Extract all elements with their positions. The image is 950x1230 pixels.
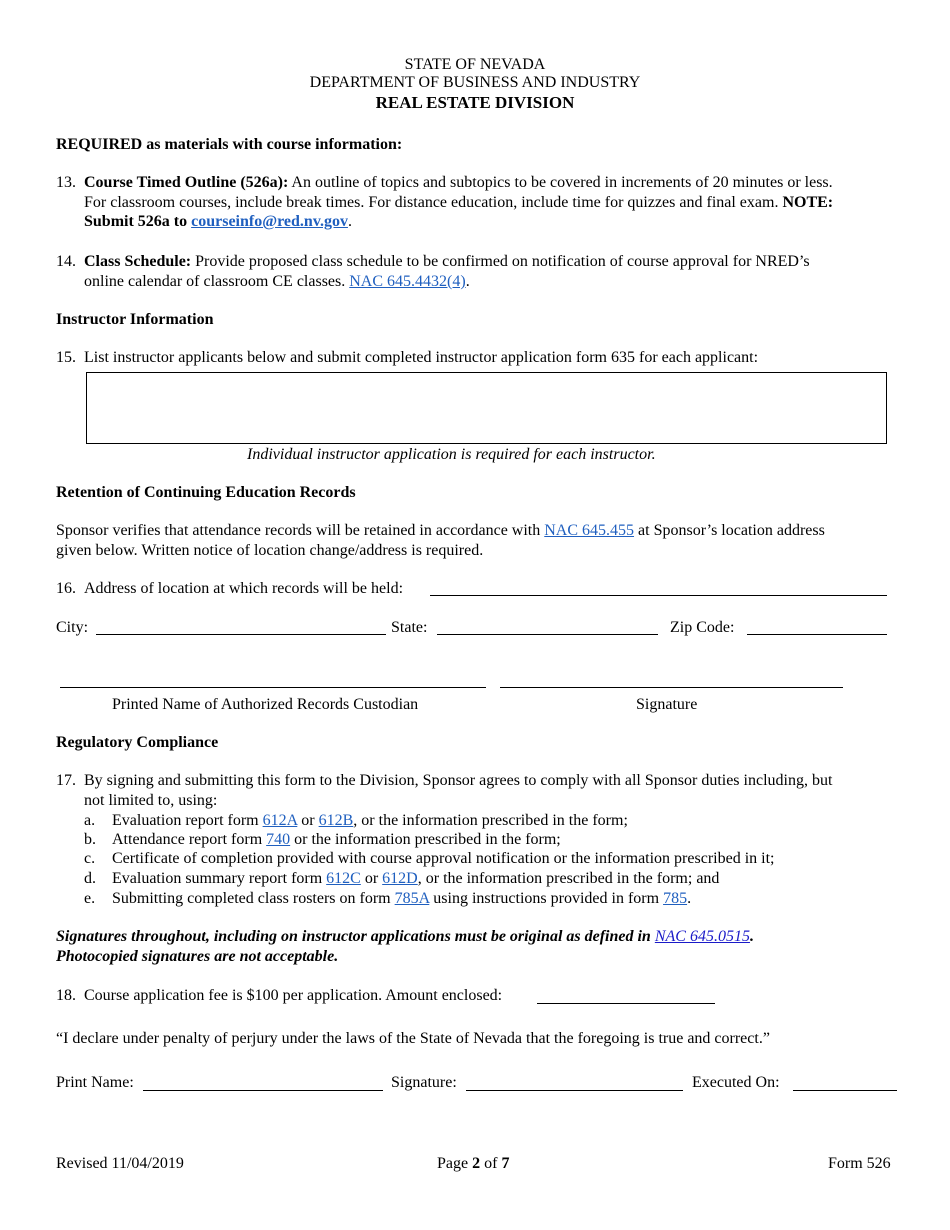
fee-label: Course application fee is $100 per application. Amount enclosed: <box>84 987 503 1004</box>
item14-title: Class Schedule: <box>84 253 192 270</box>
item14-text: Provide proposed class schedule to be confirmed on notification of course approval for NRED’s <box>191 253 810 270</box>
item-text: Submitting completed class rosters on form <box>112 890 395 907</box>
form-link-612a[interactable]: 612A <box>262 812 298 829</box>
custodian-signature-field[interactable] <box>500 687 843 688</box>
page-total: 7 <box>501 1155 510 1172</box>
item14-line1 <box>84 252 810 272</box>
form-link-612d[interactable]: 612D <box>382 870 418 887</box>
compliance-heading: Regulatory Compliance <box>56 734 219 751</box>
signatures-note-line2: Photocopied signatures are not acceptable. <box>56 948 339 965</box>
retention-text: at Sponsor’s location address <box>634 522 825 539</box>
retention-text: Sponsor verifies that attendance records will be retained in accordance with <box>56 522 545 539</box>
page-text: Page <box>437 1155 473 1172</box>
list-item <box>112 889 691 909</box>
item-number: 16. <box>56 580 76 597</box>
required-heading: REQUIRED as materials with course information: <box>56 136 403 153</box>
item-text: using instructions provided in form <box>429 890 664 907</box>
signatures-note-line1 <box>56 927 754 947</box>
item13-note: NOTE: <box>782 194 834 211</box>
list-item <box>112 869 719 889</box>
print-name-label: Print Name: <box>56 1074 134 1091</box>
item-number: 14. <box>56 253 76 270</box>
revised-date: Revised 11/04/2019 <box>56 1155 184 1172</box>
item13-line1 <box>84 173 833 193</box>
signature-field[interactable] <box>466 1090 683 1091</box>
item14-text: online calendar of classroom CE classes. <box>84 273 350 290</box>
form-link-740[interactable]: 740 <box>266 831 291 848</box>
item13-note: Submit 526a to <box>84 213 192 230</box>
list-item <box>112 811 628 831</box>
item13-title: Course Timed Outline (526a): <box>84 174 289 191</box>
form-link-612b[interactable]: 612B <box>318 812 354 829</box>
item15-text: List instructor applicants below and submit completed instructor application form 635 for each applicant: <box>84 349 759 366</box>
item13-text: For classroom courses, include break times. For distance education, include time for quizzes and final exam. <box>84 194 783 211</box>
executed-on-label: Executed On: <box>692 1074 780 1091</box>
custodian-field[interactable] <box>60 687 486 688</box>
form-link-612c[interactable]: 612C <box>326 870 361 887</box>
nac-link[interactable]: NAC 645.0515 <box>654 928 750 945</box>
item-number: 17. <box>56 772 76 789</box>
item17-line2: not limited to, using: <box>84 792 218 809</box>
header-department: DEPARTMENT OF BUSINESS AND INDUSTRY <box>309 74 641 91</box>
note-text: Signatures throughout, including on instructor applications must be original as defined in <box>56 928 655 945</box>
item-text: or <box>297 812 319 829</box>
punct: . <box>347 213 352 230</box>
item-text: Evaluation summary report form <box>112 870 327 887</box>
form-number: Form 526 <box>828 1155 891 1172</box>
item-text: , or the information prescribed in the form; and <box>417 870 720 887</box>
item-number: 18. <box>56 987 76 1004</box>
signature-label: Signature: <box>391 1074 457 1091</box>
punct: . <box>749 928 754 945</box>
city-field[interactable] <box>96 634 386 635</box>
item-text: . <box>687 890 692 907</box>
item-text: or the information prescribed in the form; <box>290 831 561 848</box>
print-name-field[interactable] <box>143 1090 383 1091</box>
item-text: Attendance report form <box>112 831 267 848</box>
address-label: Address of location at which records will be held: <box>84 580 404 597</box>
item-text: or <box>360 870 383 887</box>
list-item <box>112 830 561 850</box>
email-link[interactable]: courseinfo@red.nv.gov <box>191 213 348 230</box>
retention-line1 <box>56 521 825 541</box>
item14-line2 <box>84 272 470 292</box>
page-current: 2 <box>472 1155 481 1172</box>
instructor-note: Individual instructor application is required for each instructor. <box>247 446 656 463</box>
form-link-785[interactable]: 785 <box>663 890 688 907</box>
custodian-label: Printed Name of Authorized Records Custodian <box>112 696 419 713</box>
signature-label: Signature <box>636 696 698 713</box>
retention-heading: Retention of Continuing Education Records <box>56 484 356 501</box>
item13-text: An outline of topics and subtopics to be covered in increments of 20 minutes or less. <box>288 174 833 191</box>
list-item: Certificate of completion provided with course approval notification or the information prescribed in it; <box>112 850 775 867</box>
address-field[interactable] <box>430 595 887 596</box>
nac-link[interactable]: NAC 645.4432(4) <box>349 273 466 290</box>
form-link-785a[interactable]: 785A <box>394 890 430 907</box>
retention-line2: given below. Written notice of location change/address is required. <box>56 542 484 559</box>
item-text: Evaluation report form <box>112 812 263 829</box>
city-label: City: <box>56 619 89 636</box>
instructor-applicants-box[interactable] <box>86 372 887 444</box>
zip-field[interactable] <box>747 634 887 635</box>
page-number <box>437 1154 509 1174</box>
header-state: STATE OF NEVADA <box>404 56 546 73</box>
zip-label: Zip Code: <box>670 619 735 636</box>
executed-on-field[interactable] <box>793 1090 897 1091</box>
amount-field[interactable] <box>537 1003 715 1004</box>
list-label: c. <box>84 850 96 867</box>
item17-line1: By signing and submitting this form to the Division, Sponsor agrees to comply with all Sponsor duties including, but <box>84 772 833 789</box>
item-number: 15. <box>56 349 76 366</box>
state-label: State: <box>391 619 428 636</box>
list-label: b. <box>84 831 96 848</box>
list-label: d. <box>84 870 96 887</box>
list-label: e. <box>84 890 96 907</box>
item-text: , or the information prescribed in the form; <box>353 812 628 829</box>
list-label: a. <box>84 812 96 829</box>
header-division: REAL ESTATE DIVISION <box>375 93 575 112</box>
punct: . <box>465 273 470 290</box>
item13-line2 <box>84 193 833 213</box>
item-number: 13. <box>56 174 76 191</box>
state-field[interactable] <box>437 634 658 635</box>
declaration: “I declare under penalty of perjury under the laws of the State of Nevada that the foregoing is true and correct.” <box>56 1030 770 1047</box>
nac-link[interactable]: NAC 645.455 <box>544 522 635 539</box>
item13-line3 <box>84 212 352 232</box>
page-text: of <box>480 1155 502 1172</box>
instructor-heading: Instructor Information <box>56 311 214 328</box>
